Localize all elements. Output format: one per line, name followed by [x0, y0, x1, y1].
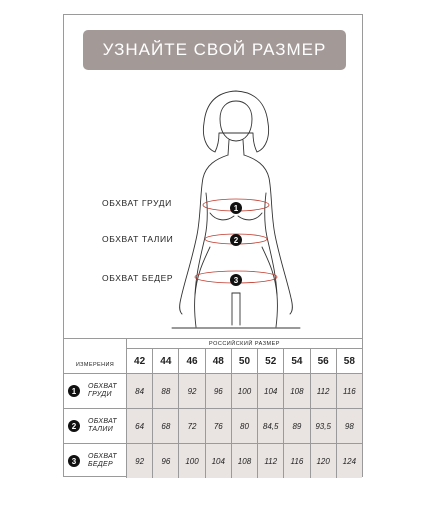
row-number: 1	[68, 385, 80, 397]
row-name: ОБХВАТ ТАЛИИ	[88, 418, 117, 433]
row-name: ОБХВАТ ГРУДИ	[88, 383, 117, 398]
size-col: 50	[231, 349, 257, 373]
cell: 120	[310, 444, 336, 478]
row-name: ОБХВАТ БЕДЕР	[88, 453, 117, 468]
size-header-row	[126, 349, 362, 373]
size-table	[64, 338, 362, 478]
size-col: 56	[310, 349, 336, 373]
row-number: 2	[68, 420, 80, 432]
size-col: 42	[126, 349, 152, 373]
measure-header: ИЗМЕРЕНИЯ	[75, 362, 115, 368]
cell: 100	[231, 374, 257, 408]
cell: 92	[126, 444, 152, 478]
cell: 88	[152, 374, 178, 408]
table-row	[64, 443, 362, 478]
cell: 93,5	[310, 409, 336, 443]
row-label	[64, 409, 126, 443]
label-chest: ОБХВАТ ГРУДИ	[102, 198, 172, 208]
row-label	[64, 374, 126, 408]
cell: 84,5	[257, 409, 283, 443]
cell: 96	[205, 374, 231, 408]
cell: 108	[231, 444, 257, 478]
cell: 116	[283, 444, 309, 478]
size-col: 52	[257, 349, 283, 373]
cell: 124	[336, 444, 362, 478]
size-col: 48	[205, 349, 231, 373]
marker-2-text: 2	[233, 236, 239, 245]
cell: 89	[283, 409, 309, 443]
cell: 64	[126, 409, 152, 443]
cell: 76	[205, 409, 231, 443]
row-values	[126, 444, 362, 478]
row-values	[126, 409, 362, 443]
marker-3-text: 3	[233, 276, 239, 285]
banner-title: УЗНАЙТЕ СВОЙ РАЗМЕР	[102, 40, 327, 59]
size-header: РОССИЙСКИЙ РАЗМЕР	[126, 339, 362, 349]
cell: 104	[205, 444, 231, 478]
table-row	[64, 373, 362, 408]
cell: 98	[336, 409, 362, 443]
cell: 80	[231, 409, 257, 443]
cell: 112	[257, 444, 283, 478]
label-hips: ОБХВАТ БЕДЕР	[102, 273, 174, 283]
body-silhouette	[64, 15, 362, 337]
cell: 108	[283, 374, 309, 408]
row-label	[64, 444, 126, 478]
size-col: 58	[336, 349, 362, 373]
size-col: 44	[152, 349, 178, 373]
cell: 112	[310, 374, 336, 408]
marker-1-text: 1	[233, 204, 239, 213]
label-waist: ОБХВАТ ТАЛИИ	[102, 234, 174, 244]
table-row	[64, 408, 362, 443]
size-chart-card	[63, 14, 363, 477]
cell: 92	[178, 374, 204, 408]
cell: 84	[126, 374, 152, 408]
size-col: 46	[178, 349, 204, 373]
row-number: 3	[68, 455, 80, 467]
row-values	[126, 374, 362, 408]
size-col: 54	[283, 349, 309, 373]
cell: 104	[257, 374, 283, 408]
cell: 116	[336, 374, 362, 408]
cell: 96	[152, 444, 178, 478]
cell: 100	[178, 444, 204, 478]
cell: 68	[152, 409, 178, 443]
cell: 72	[178, 409, 204, 443]
